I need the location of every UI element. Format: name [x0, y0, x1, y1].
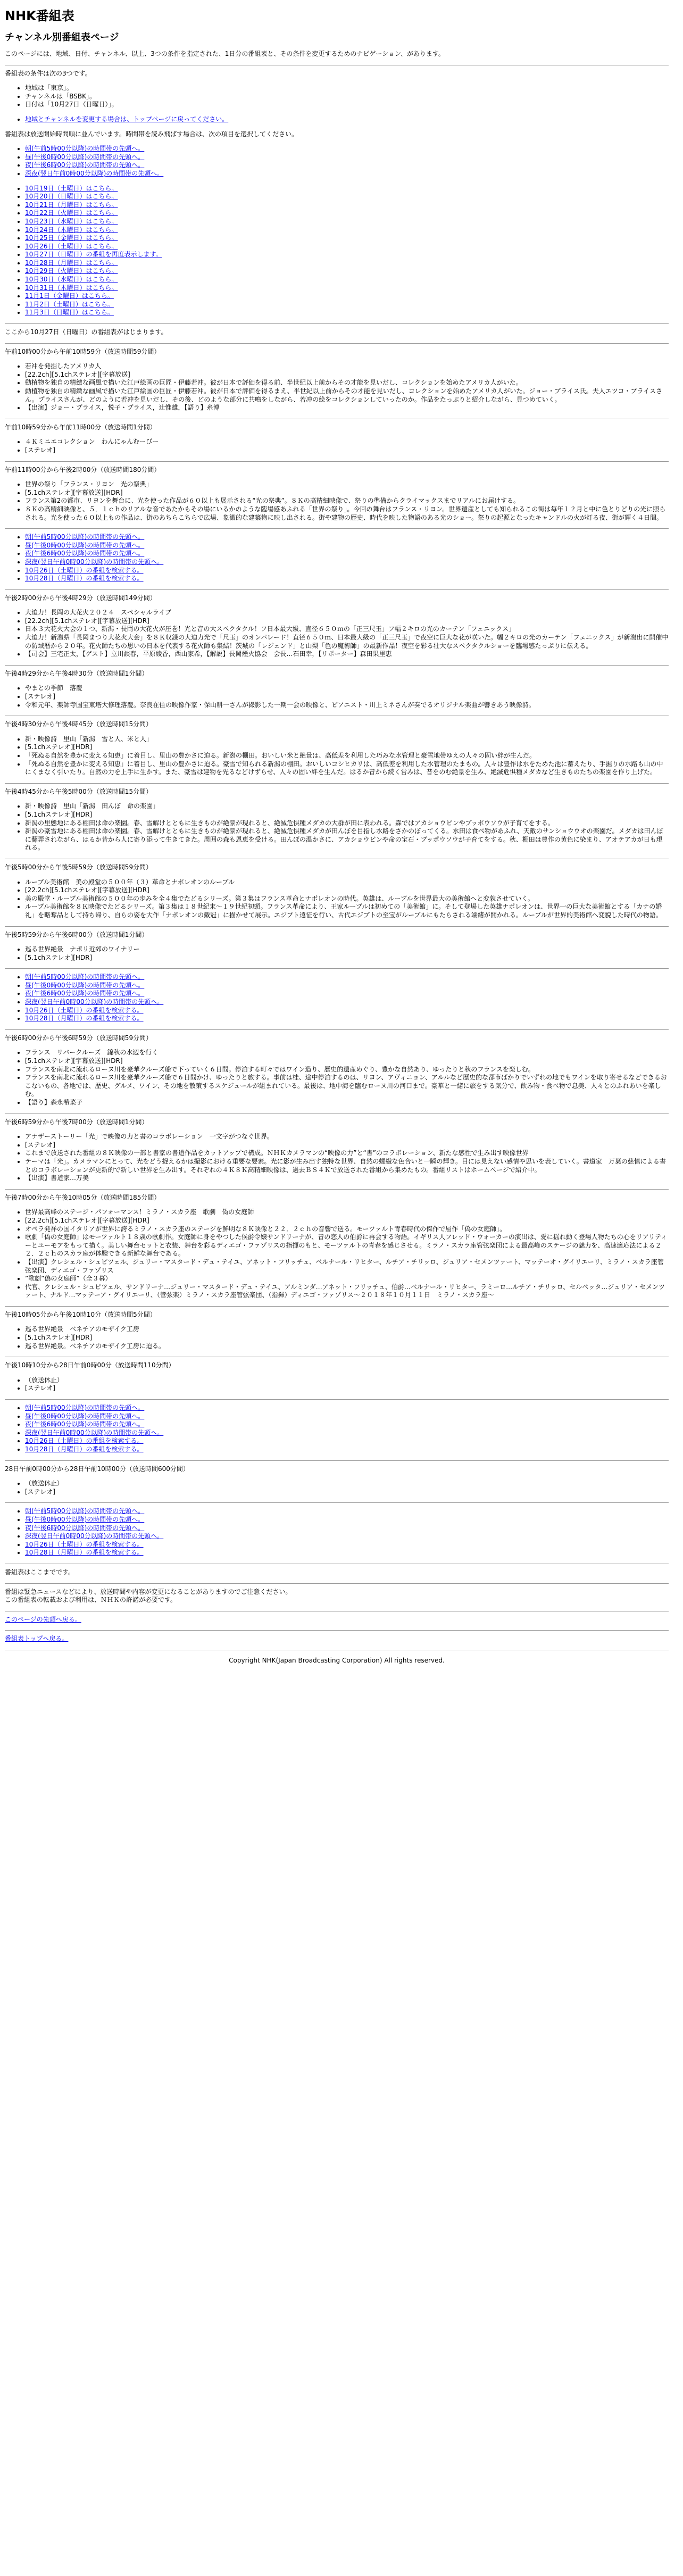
program-detail-list [5, 735, 669, 777]
page-top-link[interactable]: このページの先頭へ戻る。 [5, 1615, 81, 1623]
change-link-list [5, 115, 669, 124]
time-nav-item [25, 982, 669, 990]
program-detail: • [22.2ch][5.1chステレオ][字幕放送][HDR] [25, 886, 669, 895]
program-detail: • ４Ｋミニエコレクション わんにゃんむーびー [25, 438, 669, 446]
program-detail: • 【出演】書道家…万美 [25, 1174, 669, 1183]
program-detail: • 美の殿堂・ルーブル美術館の５００年の歩みを全４集でたどるシリーズ。第３集はフランス革命とナポレオンの時代。英雄は、ルーブルを世界最大の美術館へと変貌させていく。 [25, 895, 669, 903]
program-detail: • オペラ発祥の国イタリアが世界に誇るミラノ・スカラ座のステージを鮮明な８Ｋ映像と２２．２ｃｈの音響で送る。モーツァルト青春時代の傑作で屈作「偽の女庭師」。 [25, 1225, 669, 1234]
program-detail: • 新潟の里態地にある棚田は命の楽園。春、雪解けとともに生きものが絶景が現れると、絶滅危惧種メダカの大群が田に表われる。森ではアカショウビンやブッポウソウが子育てをする。 [25, 819, 669, 828]
time-nav-item [25, 1429, 669, 1437]
date-link[interactable]: 10月23日（水曜日）はこちら。 [25, 217, 118, 225]
date-link[interactable]: 10月31日（木曜日）はこちら。 [25, 284, 118, 292]
program-time: 午後4時30分から午後4時45分（放送時間15分間） [5, 720, 153, 728]
date-link-item [25, 259, 669, 268]
program-detail: • ”歌劇”偽の女庭師”（全３幕） [25, 1275, 669, 1283]
time-nav-link[interactable]: 10月26日（土曜日）の番組を検索する。 [25, 566, 144, 574]
date-link-item [25, 309, 669, 317]
time-nav-item [25, 973, 669, 982]
time-nav-link[interactable]: 10月28日（月曜日）の番組を検索する。 [25, 1445, 144, 1453]
program-detail: • 大迫力！長岡の大花火２０２４ スペシャルライブ [25, 609, 669, 617]
divider [5, 1399, 669, 1400]
program-detail: • 令和元年、薬師寺国宝東塔大修理落慶。奈良在住の映像作家・保山耕一さんが撮影した一期一会の映像と、ピアニスト・川上ミネさんが奏でるオリジナル楽曲が響きあう映像詩。 [25, 701, 669, 710]
program-detail-list [5, 1049, 669, 1107]
time-nav-link[interactable]: 10月26日（土曜日）の番組を検索する。 [25, 1006, 144, 1014]
program-time: 午後6時59分から午後7時00分（放送時間1分間） [5, 1118, 148, 1126]
program-time: 午前10時00分から午前10時59分（放送時間59分間） [5, 347, 161, 355]
program-time: 午後7時00分から午後10時05分（放送時間185分間） [5, 1193, 161, 1201]
time-nav-item [25, 1404, 669, 1412]
date-link-item [25, 201, 669, 210]
time-nav-item [25, 1437, 669, 1445]
date-link[interactable]: 10月25日（金曜日）はこちら。 [25, 234, 118, 242]
date-link-item [25, 276, 669, 284]
jump-evening-link[interactable]: 夜(午後6時00分以降)の時間帯の先頭へ。 [25, 161, 145, 169]
notice-line-1: 番組は緊急ニュースなどにより、放送時間や内容が変更になることがありますのでご注意ください。 [5, 1588, 292, 1596]
date-link[interactable]: 10月30日（水曜日）はこちら。 [25, 276, 118, 284]
time-note: 番組表は放送開始時間順に並んでいます。時間帯を読み飛ばす場合は、次の項目を選択してください。 [5, 130, 298, 138]
time-nav-item [25, 550, 669, 558]
date-link-item [25, 226, 669, 235]
conditions-heading: 番組表の条件は次の3つです。 [5, 69, 91, 77]
time-nav-item [25, 558, 669, 567]
divider [5, 323, 669, 324]
time-jump-item [25, 145, 669, 153]
program-time: 午後4時29分から午後4時30分（放送時間1分間） [5, 669, 148, 677]
time-nav-link[interactable]: 10月28日（月曜日）の番組を検索する。 [25, 1549, 144, 1557]
divider [5, 1502, 669, 1503]
program-detail: • [22.2ch][5.1chステレオ][字幕放送][HDR] [25, 1217, 669, 1225]
program-time: 午後5時59分から午後6時00分（放送時間1分間） [5, 930, 148, 938]
time-nav-link[interactable]: 昼(午後0時00分以降)の時間帯の先頭へ。 [25, 981, 145, 989]
time-nav-item [25, 1445, 669, 1454]
program-detail: • ８Ｋの高精細映像と、５．１ｃｈのリアルな音であたかもその場にいるかのような臨場感あふれる「世界の祭り」。今回の舞台はフランス・リヨン。世界遺産としても知られるこの街は毎年１２月と中に色とりどりの光に照らされる。光を使った６０以上もの作品は、街のあちらこちらで広場、象徴的な建築物に映し出される。街や建物の歴史、時代を映した物語のある光のショー。祭りの起源となったキャンドルの火が灯る夜、街が輝く４日間。 [25, 505, 669, 522]
program-time: 午後6時00分から午後6時59分（放送時間59分間） [5, 1034, 153, 1042]
time-nav-link[interactable]: 深夜(翌日午前0時00分以降)の時間帯の先頭へ。 [25, 558, 164, 566]
program-detail-list [5, 802, 669, 852]
date-link[interactable]: 10月26日（土曜日）はこちら。 [25, 242, 118, 250]
time-nav-item [25, 1015, 669, 1023]
time-nav-link[interactable]: 朝(午前5時00分以降)の時間帯の先頭へ。 [25, 1507, 145, 1515]
program-detail: • フランス第2の都市、リヨンを舞台に、光を使った作品が６０以上も展示される“光の祭典”。８Ｋの高精細映像で、祭りの準備からクライマックスまでリアルにお届けする。 [25, 497, 669, 505]
time-nav-item [25, 567, 669, 575]
schedule-start-text: ここから10月27日（日曜日）の番組表がはじまります。 [5, 328, 168, 336]
conditions-list [5, 84, 669, 109]
program-detail: • 動植物を独自の精緻な画風で描いた江戸絵画の巨匠・伊藤若冲。彼が日本で評価を得るまえ、半世紀以上前からその才能を見いだし、コレクションを始めたアメリカ人がいた。ジョー・プライス氏。夫人エツコ・プライスさん。プライスさんが、どのように若冲を見いだし、その後、どのような部分に共鳴をしながら、若冲の絵をコレクションしていったのか。作品をたっぷりと紹介しながら、見つめていく。 [25, 387, 669, 404]
program-detail-list [5, 1133, 669, 1183]
divider [5, 1189, 669, 1190]
program-detail: • テーマは「光」。カメラマンにとって、光をどう捉えるかは撮影における重要な要素。光に影が生み出す独特な世界、自然の螺繊な色合いと一瞬の輝き。目には見えない感情や思いを表していく。書道家 万葉の慈慎による書とのコラボレーションが更新的で新しい世界を生み出す。それぞれの４Ｋ８Ｋ高精細映像は、過去ＢＳ４Ｋで放送された番組から集めたもの。番組リストはホームページで紹介中。 [25, 1158, 669, 1174]
page-title: NHK番組表 [5, 9, 74, 23]
time-nav-item [25, 542, 669, 550]
divider [5, 1306, 669, 1307]
program-detail: • [5.1chステレオ][HDR] [25, 1334, 669, 1342]
program-detail: • フランスを南北に流れるローヌ川を豪華クルーズ船で下っていく６日間。停泊する町々ではワイン造り、歴史的遺産めぐり、豊かな自然あり、ゆったりと秋のフランスを楽しむ。 [25, 1066, 669, 1074]
date-link[interactable]: 10月27日（日曜日）の番組を再度表示します。 [25, 251, 162, 259]
change-area-channel-link[interactable]: 地域とチャンネルを変更する場合は、トップページに戻ってください。 [25, 115, 229, 123]
program-time: 午後10時05分から午後10時10分（放送時間5分間） [5, 1310, 156, 1318]
time-nav-item [25, 1007, 669, 1015]
program-detail: • 大迫力！新潟県「長岡まつり大花火大会」を８Ｋ収録の大迫力光で「尺玉」のオンパレード！直径６５０ｍ、日本最大級の「正三尺玉」で夜空に巨大な花が咲いた。幅２キロの光のカーテン「フェニックス」が新潟出に開催中の防域暦から２０年。花火師たちの思いの日本を代表する花火師も集結！茨城の「レジェンド」と山梨「色の魔術師」の最新作品！夜空を彩る壮大なスペクタクルショーを臨場感たっぷりに伝える。 [25, 634, 669, 650]
program-detail: • [ステレオ] [25, 1384, 669, 1393]
time-nav-link[interactable]: 朝(午前5時00分以降)の時間帯の先頭へ。 [25, 973, 145, 981]
program-detail: • 新・映像詩 里山「新潟 雪と人、米と人」 [25, 735, 669, 744]
time-nav-item [25, 998, 669, 1007]
time-nav-link[interactable]: 昼(午後0時00分以降)の時間帯の先頭へ。 [25, 1515, 145, 1523]
program-detail: • 代官、クレシェル・シュピツェル、サンドリーナ…ジュリー・マスタード・デュ・テイユ、アルミンダ…アネット・フリッチュ、伯爵…ベルナール・リヒター、ラミーロ…ルチア・チリッロ、セルペッタ…ジュリア・セメンツァート、ナルド…マッテーア・グイリエーリ、（管弦楽）ミラノ・スカラ座管弦楽団、（指揮）ディエゴ・ファゾリス〜２０１８年１０月１１日 ミラノ・スカラ座〜 [25, 1283, 669, 1300]
time-nav-list [5, 973, 669, 1023]
divider [5, 1029, 669, 1030]
schedule-top-link[interactable]: 番組表トップへ戻る。 [5, 1635, 69, 1643]
program-detail-list [5, 480, 669, 522]
time-nav-item [25, 1507, 669, 1516]
program-detail-list [5, 1325, 669, 1350]
program-detail: • 【出演】クレシェル・シュピツェル、ジュリー・マスタード・デュ・テイユ、アネット・フリッチュ、ベルナール・リヒター、ルチア・チリッロ、ジュリア・セメンツァート、マッテーオ・グイリエーリ、ミラノ・スカラ座管弦楽団、ディエゴ・ファゾリス [25, 1258, 669, 1275]
time-nav-item [25, 575, 669, 583]
divider [5, 1630, 669, 1631]
program-detail: • 「死ぬる自然を豊かに変える知恵」に着目し、里山の豊かさに迫る。豪雪で知られる新潟の棚田。おいしいコシヒカリは、高低差を利用した水管理のたまもの。人々は豊作は水をためた池に蓄えたり、手掘りの水路も山の中にくまなく引いたり。自然の力を上手に生かす。また、豪雪は建物を先るなどけずらせ、人々の固い絆を生んだ。はるか昔から続く営みは、昔をのむ絶景を生み、絶滅危惧種メダカなど生きものたちの楽園を作り上げた。 [25, 760, 669, 777]
condition-channel: • チャンネルは「BSBK」。 [25, 93, 669, 101]
schedule-end-text: 番組表はここまでです。 [5, 1568, 75, 1576]
program-detail: • [5.1chステレオ][字幕放送][HDR] [25, 489, 669, 497]
time-nav-item [25, 1524, 669, 1533]
program-detail: • ルーブル美術館を８Ｋ映像でたどるシリーズ。第３集は１８世紀末〜１９世紀初頭。フランス革命により、王家ルーブルは初めての「美術館」に。そして登場した英雄ナポレオンは、世界一の巨大な美術館とする「カナの婚礼」を略奪品として持ち帰り、自らの姿を大作「ナポレオンの戴冠」に描かせて展示。エジプト遠征を行い、古代エジプトの至宝がルーブルにもたらされる端緒が開かれる。ルーブルが世界的美術館へ変貌した時代の物語。 [25, 903, 669, 919]
date-link-item [25, 209, 669, 218]
time-nav-item [25, 1420, 669, 1429]
time-nav-list [5, 533, 669, 583]
date-link[interactable]: 11月2日（土曜日）はこちら。 [25, 300, 114, 308]
program-detail: • 【司会】三宅正太，【ゲスト】立川談春，平原綾香，西山家希，【解説】長岡煙火協会 会長…石田幸，【リポーター】森田果里恵 [25, 650, 669, 659]
time-nav-item [25, 990, 669, 998]
program-detail: • 巡る世界絶景 ベネチアのモザイク工房 [25, 1325, 669, 1334]
program-detail: • 【語り】森永希菜子 [25, 1099, 669, 1107]
divider [5, 665, 669, 666]
time-nav-link[interactable]: 朝(午前5時00分以降)の時間帯の先頭へ。 [25, 533, 145, 541]
divider [5, 528, 669, 529]
time-nav-link[interactable]: 昼(午後0時00分以降)の時間帯の先頭へ。 [25, 1412, 145, 1420]
program-detail: • 【出演】ジョー・プライス，悦子・プライス，辻惟雄，【語り】糸博 [25, 404, 669, 412]
time-jump-item [25, 170, 669, 178]
divider [5, 968, 669, 969]
date-link[interactable]: 10月24日（木曜日）はこちら。 [25, 226, 118, 234]
time-nav-link[interactable]: 夜(午後6時00分以降)の時間帯の先頭へ。 [25, 550, 145, 558]
date-link[interactable]: 11月3日（日曜日）はこちら。 [25, 309, 114, 317]
time-jump-list [5, 145, 669, 178]
date-link-item [25, 243, 669, 251]
program-detail: • 動植物を独自の精緻な画風で描いた江戸絵画の巨匠・伊藤若冲。彼が日本で評価を得る前、半世紀以上前からその才能を見いだし、コレクションを始めたアメリカ人がいた。 [25, 379, 669, 387]
program-detail: • [22.2ch][5.1chステレオ][字幕放送][HDR] [25, 617, 669, 626]
notice-line-2: この番組表の転載および利用は、ＮＨＫの許諾が必要です。 [5, 1596, 177, 1604]
date-link[interactable]: 10月21日（月曜日）はこちら。 [25, 201, 118, 209]
program-detail-list [5, 1480, 669, 1496]
time-nav-link[interactable]: 夜(午後6時00分以降)の時間帯の先頭へ。 [25, 990, 145, 998]
program-time: 午後5時00分から午後5時59分（放送時間59分間） [5, 863, 153, 871]
date-link-list [5, 185, 669, 318]
program-detail: • 世界最高峰のステージ・パフォーマンス！ミラノ・スカラ座 歌劇 偽の女庭師 [25, 1208, 669, 1217]
time-jump-item [25, 161, 669, 170]
program-detail: • [ステレオ] [25, 1488, 669, 1497]
date-link-item [25, 193, 669, 201]
time-nav-link[interactable]: 深夜(翌日午前0時00分以降)の時間帯の先頭へ。 [25, 1532, 164, 1540]
jump-late-night-link[interactable]: 深夜(翌日午前0時00分以降)の時間帯の先頭へ。 [25, 169, 164, 177]
program-detail: • [ステレオ] [25, 446, 669, 455]
program-detail: • 若冲を発掘したアメリカ人 [25, 362, 669, 371]
program-detail: • これまで放送された番組の８Ｋ映像の一部と書家の書道作品をカットアップで構成。ＮＨＫカメラマンの“映像の力”と“書”のコラボレーション、新たな感性で生み出す映像世界 [25, 1149, 669, 1158]
program-detail: • [ステレオ] [25, 693, 669, 701]
divider [5, 343, 669, 344]
time-nav-list [5, 1507, 669, 1557]
program-time: 午後2時00分から午後4時29分（放送時間149分間） [5, 594, 156, 602]
time-nav-item [25, 1516, 669, 1524]
program-detail: • やまとの季節 落慶 [25, 684, 669, 693]
date-link-item [25, 267, 669, 276]
program-detail: • [5.1chステレオ][HDR] [25, 954, 669, 962]
divider [5, 783, 669, 784]
divider [5, 1583, 669, 1584]
time-jump-item [25, 153, 669, 162]
condition-date: • 日付は「10月27日（日曜日）」。 [25, 101, 669, 109]
time-nav-item [25, 1412, 669, 1421]
date-link[interactable]: 10月22日（火曜日）はこちら。 [25, 209, 118, 217]
program-detail: • 巡る世界絶景。ベネチアのモザイク工房に迫る。 [25, 1342, 669, 1351]
program-detail: • [5.1chステレオ][HDR] [25, 811, 669, 819]
program-detail: • 日本３大花火大会の１つ、新潟・長岡の大花火が圧巻！光と音の大スペクタクル！フ日本最大級、直径６５０ｍの「正三尺玉」フ幅２キロの光のカーテン「フェニックス」 [25, 625, 669, 634]
program-detail-list [5, 438, 669, 454]
program-detail: • 「死ぬる自然を豊かに変える知恵」に着目し、里山の豊かさに迫る。新潟の棚田。おいしい米と絶景は、高低差を利用した巧みな水管理と豪雪地帯ゆえの人々の固い絆が生んだ。 [25, 752, 669, 760]
program-time: 午前11時00分から午後2時00分（放送時間180分間） [5, 466, 161, 473]
program-detail: • （放送休止） [25, 1480, 669, 1488]
divider [5, 926, 669, 927]
program-detail-list [5, 1376, 669, 1393]
time-nav-item [25, 1549, 669, 1557]
program-detail: • （放送休止） [25, 1376, 669, 1385]
date-link[interactable]: 10月20日（日曜日）はこちら。 [25, 193, 118, 201]
program-detail: • ルーブル美術館 美の殿堂の５００年（３）革命とナポレオンのルーブル [25, 878, 669, 887]
change-link-item [25, 115, 669, 124]
top-link-para [5, 1635, 669, 1643]
program-detail: • [ステレオ] [25, 1141, 669, 1150]
date-link-item [25, 185, 669, 193]
program-detail: • [5.1chステレオ][HDR] [25, 743, 669, 752]
time-nav-item [25, 533, 669, 542]
program-detail-list [5, 1208, 669, 1300]
program-detail: • フランス リバークルーズ 錦秋の水辺を行く [25, 1049, 669, 1057]
date-link-item [25, 234, 669, 243]
date-link[interactable]: 11月1日（金曜日）はこちら。 [25, 292, 114, 300]
time-nav-link[interactable]: 夜(午後6時00分以降)の時間帯の先頭へ。 [25, 1524, 145, 1532]
program-time: 午後4時45分から午後5時00分（放送時間15分間） [5, 787, 153, 795]
program-detail-list [5, 609, 669, 659]
program-detail: • 巡る世界絶景 ナポリ近郊のワイナリー [25, 945, 669, 954]
date-link-item [25, 292, 669, 301]
time-nav-link[interactable]: 夜(午後6時00分以降)の時間帯の先頭へ。 [25, 1420, 145, 1428]
program-list [5, 348, 669, 1564]
date-link-item [25, 284, 669, 293]
time-nav-link[interactable]: 深夜(翌日午前0時00分以降)の時間帯の先頭へ。 [25, 998, 164, 1006]
page-top-para [5, 1616, 669, 1624]
date-link[interactable]: 10月19日（土曜日）はこちら。 [25, 184, 118, 192]
intro-text: このページには、地域、日付、チャンネル、以上、3つの条件を指定された、1日分の番組表と、その条件を変更するためのナビゲーション、があります。 [5, 50, 445, 57]
program-time: 午後10時10分から28日午前0時00分（放送時間110分間） [5, 1361, 175, 1369]
time-nav-list [5, 1404, 669, 1454]
time-nav-link[interactable]: 深夜(翌日午前0時00分以降)の時間帯の先頭へ。 [25, 1428, 164, 1436]
page-subtitle: チャンネル別番組表ページ [5, 32, 119, 43]
program-detail: • フランスを南北に流れるローヌ川を豪華クルーズ船で６日間かけ、ゆったりと旅する。事前は桂、途中停泊するのは、リヨン、アヴィニョン、アルルなど歴史的な都市ばかりでいずれの地でもワインを取り寄せるなどできるおこないもの、各地では、歴史、グルメ、ワイン、その地を散策するスケジュールが組まれている。最後は、地中海を臨むローヌ川の河口まで。豪華と一緒に旅をする気分で、飲み物・食べ物で息美、人々とのふれあいを楽しむ。 [25, 1074, 669, 1099]
program-detail-list [5, 945, 669, 962]
condition-area: • 地域は「東京」。 [25, 84, 669, 93]
program-time: 28日午前0時00分から28日午前10時00分（放送時間600分間） [5, 1465, 189, 1473]
time-nav-item [25, 1532, 669, 1541]
jump-noon-link[interactable]: 昼(午後0時00分以降)の時間帯の先頭へ。 [25, 153, 145, 161]
time-nav-link[interactable]: 10月28日（月曜日）の番組を検索する。 [25, 1015, 144, 1023]
program-detail: • アナザーストーリー「光」で映像の力と書のコラボレーション 一文字がつなぐ世界。 [25, 1133, 669, 1141]
program-detail: • [22.2ch][5.1chステレオ][字幕放送] [25, 371, 669, 379]
divider [5, 589, 669, 590]
program-detail-list [5, 878, 669, 920]
jump-morning-link[interactable]: 朝(午前5時00分以降)の時間帯の先頭へ。 [25, 145, 145, 153]
copyright: Copyright NHK(Japan Broadcasting Corporation) All rights reserved. [229, 1656, 445, 1664]
program-detail-list [5, 362, 669, 412]
time-nav-item [25, 1541, 669, 1549]
time-nav-link[interactable]: 昼(午後0時00分以降)の時間帯の先頭へ。 [25, 541, 145, 549]
time-nav-link[interactable]: 10月26日（土曜日）の番組を検索する。 [25, 1540, 144, 1548]
divider [5, 461, 669, 462]
program-detail: • 新潟の豪雪地にある棚田は命の楽園。春、雪解けとともに生きものが絶景が現れると、絶滅危惧種メダカが田んぼを目指し水路をさかのぼってくる。水田は食べ物があふれ、天敵のサンショウウオの楽園だ。メダカは田んぼに翻弄されながら、はるか昔から人に寄り添って生きてきた。周囲の森も恩恵を受ける。田んぼの温かさに、アカショウビンや命の宝石・ブッポウソウが子育てをする。秋、棚田は豊作の黄色に染まり、アオテアカが日も現れる。 [25, 827, 669, 852]
program-detail-list [5, 684, 669, 709]
time-nav-link[interactable]: 朝(午前5時00分以降)の時間帯の先頭へ。 [25, 1404, 145, 1412]
program-time: 午前10時59分から午前11時00分（放送時間1分間） [5, 423, 156, 431]
program-detail: • 新・映像詩 里山「新潟 田んぼ 命の楽園」 [25, 802, 669, 811]
time-nav-link[interactable]: 10月26日（土曜日）の番組を検索する。 [25, 1437, 144, 1445]
date-link-item [25, 301, 669, 309]
date-link-item [25, 218, 669, 226]
time-nav-link[interactable]: 10月28日（月曜日）の番組を検索する。 [25, 575, 144, 583]
program-detail: • [5.1chステレオ][字幕放送][HDR] [25, 1057, 669, 1066]
program-detail: • 歌劇「偽の女庭師」はモーツァルト１８歳の歌劇作。女庭師に身をやつした侯爵令嬢サンドリーナが、昔の恋人の伯爵に再会する物語。イギリス人フレッド・ウォーカーの演出は、愛に揺れ動く登場人物たちの心をリアリティーとユーモアをもって描く。美しい舞台セットと衣装、舞台を彩るディエゴ・ファゾリスの指揮のもと、モーツァルトの青春を感じさせる。ミラノ・スカラ座管弦楽団による最高峰のステージの魅力を、高速適応法による２２．２ｃｈのスカラ座が体験できる新鮮な舞台である。 [25, 1233, 669, 1258]
date-link-item [25, 251, 669, 259]
divider [5, 1460, 669, 1461]
notice-text [5, 1588, 669, 1605]
program-detail: • 世界の祭り「フランス・リヨン 光の祭典」 [25, 480, 669, 489]
date-link[interactable]: 10月28日（月曜日）はこちら。 [25, 259, 118, 267]
date-link[interactable]: 10月29日（火曜日）はこちら。 [25, 267, 118, 275]
